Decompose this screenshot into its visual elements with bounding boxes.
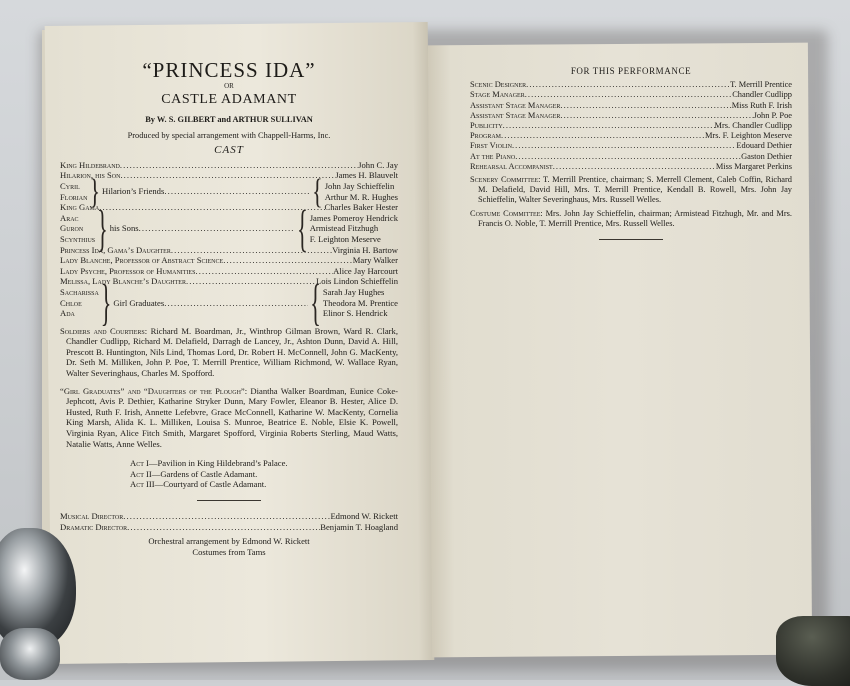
credit-row: First Violin ..... Edouard Dethier [470,141,792,151]
credit-row: Assistant Stage Manager ..... John P. Poe [470,111,792,121]
credit-row: Stage Manager ..... Chandler Cudlipp [470,90,792,100]
brace-icon: { [312,170,323,211]
costumes-note: Costumes from Tams [192,546,266,557]
cast-group-friends: Cyril Florian } Hilarion’s Friends ..... { John Jay Schieffelin Arthur M. R. Hughes [60,181,398,202]
cast-row: Hilarion, his Son ..... James H. Blauvelt [60,170,398,181]
director-row: Dramatic Director ..... Benjamin T. Hoagland [60,522,398,533]
program-right-page-text [470,66,792,250]
cast-row: Princess Ida, Gama’s Daughter ..... Virginia H. Bartow [60,245,398,256]
act-line: Act I—Pavilion in King Hildebrand’s Palace. [130,458,288,469]
credit-row: At the Piano ..... Gaston Dethier [470,152,792,162]
stone-weight [776,616,850,686]
brace-icon: { [297,198,308,257]
glass-paperweight-base [0,628,60,680]
credit-row: Scenic Designer ..... T. Merrill Prentice [470,80,792,90]
acts-list [60,458,398,490]
cast-row: Lady Blanche, Professor of Abstract Science ..... Mary Walker [60,255,398,266]
act-line: Act III—Courtyard of Castle Adamant. [130,479,267,490]
brace-icon: } [100,272,112,331]
divider [599,239,663,240]
director-row: Musical Director ..... Edmond W. Rickett [60,511,398,522]
title-or: OR [224,82,234,90]
credit-row: Program ..... Mrs. F. Leighton Meserve [470,131,792,141]
opera-subtitle: CASTLE ADAMANT [161,92,297,107]
program-left-page-text [60,52,398,557]
scenery-committee: Scenery Committee: T. Merrill Prentice, chairman; S. Merrell Clement, Caleb Coffin, Richard M. Delafield, David Hill, Mrs. T. Merrill Prentice, Kendall B. Rowell, Mrs. John Jay Schieffelin, Walter Severinghaus, Mrs. Russell Welles. [470,175,792,205]
divider [197,500,261,501]
cast-row: Melissa, Lady Blanche’s Daughter ..... Lois Lindon Schieffelin [60,276,398,287]
credit-row: Assistant Stage Manager ..... Miss Ruth F. Irish [470,101,792,111]
cast-row: King Gama ..... Charles Baker Hester [60,202,398,213]
credit-row: Publicity ..... Mrs. Chandler Cudlipp [470,121,792,131]
brace-icon: } [89,170,101,211]
chorus-paragraph: “Girl Graduates” and “Daughters of the Plough”: Diantha Walker Boardman, Eunice Coke-Jephcott, Avis P. Dethier, Katharine Stryker Dunn, Mary Fowler, Eleanor B. Hester, Alice D. Husted, Ruth F. Irish, Annette Lefebvre, Grace McConnell, Katharine W. MacKenty, Cornelia King Marsh, Alida K. L. Milliken, Louisa S. Munroe, Beatrice E. Noble, Elsie K. Powell, Virginia Ryan, Alice Fitch Smith, Margaret Spofford, Virginia Roberts Sterling, Maud Watts, Natalie Watts, Anne Welles. [60,385,399,449]
authors-byline: By W. S. GILBERT and ARTHUR SULLIVAN [145,115,313,124]
cast-row: Lady Psyche, Professor of Humanities ..... Alice Jay Harcourt [60,266,398,277]
credit-row: Rehearsal Accompanist ..... Miss Margaret Perkins [470,162,792,172]
act-line: Act II—Gardens of Castle Adamant. [130,468,258,479]
performance-heading: FOR THIS PERFORMANCE [570,66,692,76]
soldiers-paragraph: Soldiers and Courtiers: Richard M. Boardman, Jr., Winthrop Gilman Brown, Ward R. Clark, Chandler Cudlipp, Richard M. Delafield, Darragh de Lancey, Jr., Ashton Dunn, David A. Hill, Prescott B. Huntington, Nils Lind, Thomas Lord, Dr. Robert H. McConnell, John G. MacKenty, Dr. Seth M. Milliken, John P. Poe, T. Merrill Prentice, William Richmond, W. Wallace Ryan, Walter Severinghaus, Charles M. Spofford. [60,325,398,379]
arrangement-note: Produced by special arrangement with Chappell-Harms, Inc. [127,130,331,140]
cast-group-sons: Arac Guron Scynthius } his Sons ..... { James Pomeroy Hendrick Armistead Fitzhugh F. Leighton Meserve [60,213,398,245]
opera-title: “PRINCESS IDA” [142,58,316,82]
costume-committee: Costume Committee: Mrs. John Jay Schieffelin, chairman; Armistead Fitzhugh, Mr. and Mrs. Francis O. Noble, T. Merrill Prentice, Mrs. Russell Welles. [470,208,793,228]
orchestral-note: Orchestral arrangement by Edmond W. Rickett [148,536,310,547]
brace-icon: } [97,198,108,257]
cast-heading: CAST [214,144,244,157]
cast-row: King Hildebrand ..... John C. Jay [60,160,398,171]
brace-icon: { [310,272,321,331]
cast-group-girls: Sacharissa Chloe Ada } Girl Graduates ..... { Sarah Jay Hughes Theodora M. Prentice Elinor S. Hendrick [60,287,398,319]
